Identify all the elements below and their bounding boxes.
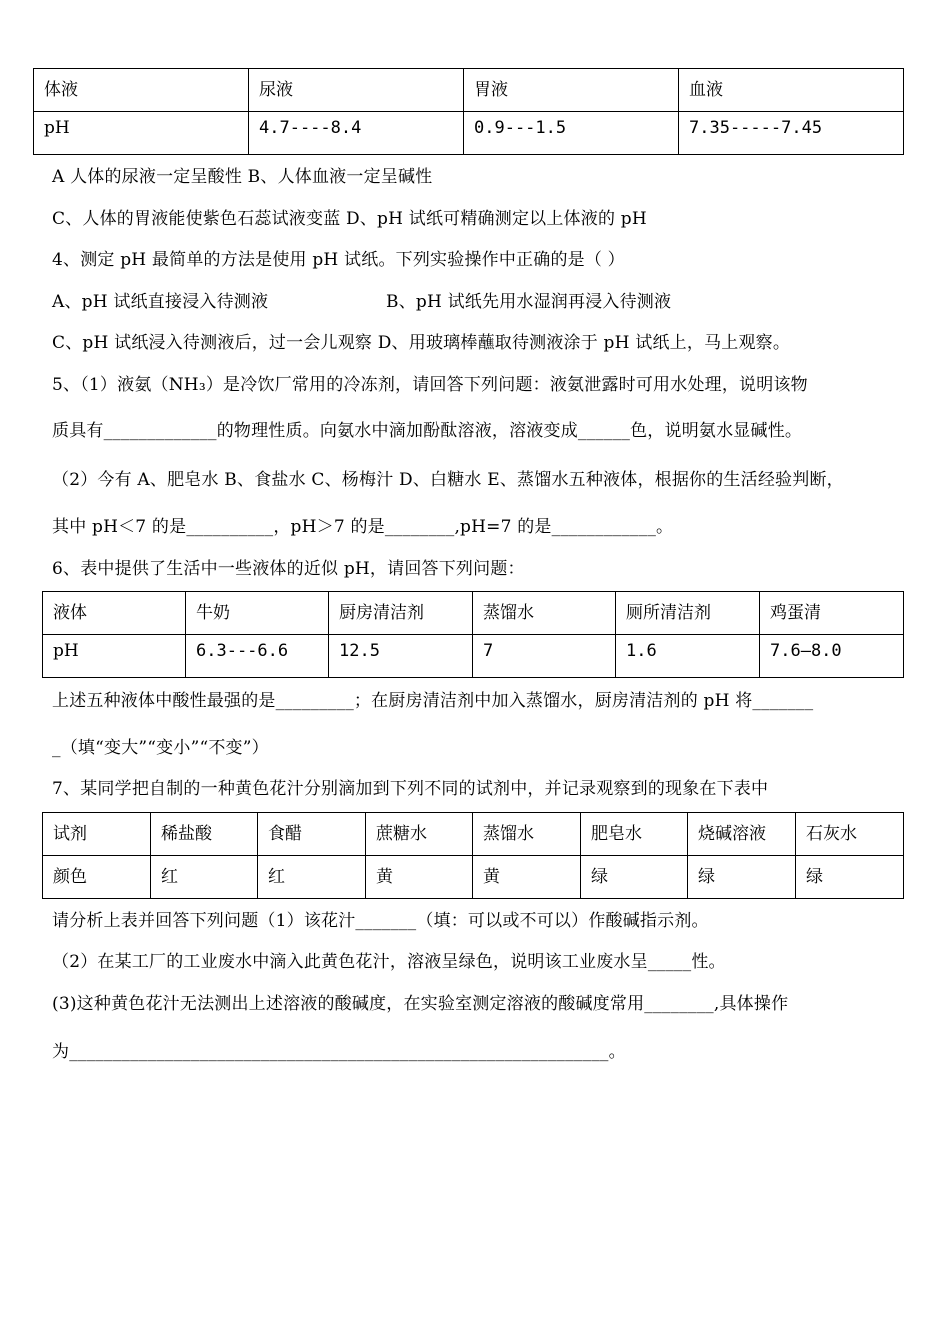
table-cell: 食醋: [258, 813, 366, 856]
table-row: [43, 856, 904, 899]
table-cell: 颜色: [43, 856, 151, 899]
table-cell: 鸡蛋清: [760, 592, 904, 635]
question-5-part2-line2: 其中 pH＜7 的是__________，pH＞7 的是________,pH=7 的是____________。: [52, 517, 674, 537]
question-6-stem: 6、表中提供了生活中一些液体的近似 pH，请回答下列问题：: [52, 559, 525, 579]
table-cell: 血液: [679, 69, 904, 112]
table-cell: 肥皂水: [581, 813, 688, 856]
table-cell: 尿液: [249, 69, 464, 112]
table-cell: 石灰水: [796, 813, 904, 856]
table-cell: 红: [258, 856, 366, 899]
table-cell: 7.35-----7.45: [679, 112, 904, 155]
table-cell: 厕所清洁剂: [616, 592, 760, 635]
table-row: [34, 69, 904, 112]
question-6-line1: 上述五种液体中酸性最强的是_________；在厨房清洁剂中加入蒸馏水，厨房清洁剂的 pH 将_______: [52, 691, 814, 711]
table-row: [43, 813, 904, 856]
table-cell: 12.5: [329, 635, 473, 678]
table-cell: 4.7----8.4: [249, 112, 464, 155]
question-7-part2: （2）在某工厂的工业废水中滴入此黄色花汁，溶液呈绿色，说明该工业废水呈_____性。: [52, 952, 726, 972]
indicator-color-table: [42, 812, 904, 899]
question-4-option-a: A、pH 试纸直接浸入待测液: [52, 292, 269, 312]
question-4-option-b: B、pH 试纸先用水湿润再浸入待测液: [386, 292, 672, 312]
question-7-part1: 请分析上表并回答下列问题（1）该花汁_______（填：可以或不可以）作酸碱指示剂。: [52, 911, 709, 931]
table-cell: 7.6—8.0: [760, 635, 904, 678]
table-cell: 胃液: [464, 69, 679, 112]
table-cell: 牛奶: [186, 592, 329, 635]
body-fluid-ph-table: [33, 68, 904, 155]
table-row: [43, 592, 904, 635]
table-cell: 红: [151, 856, 258, 899]
table-cell: 体液: [34, 69, 249, 112]
question-7-part3-line2: 为______________________________________________________________。: [52, 1042, 626, 1062]
liquid-ph-table: [42, 591, 904, 678]
table-row: [34, 112, 904, 155]
table-cell: 0.9---1.5: [464, 112, 679, 155]
table-cell: 绿: [581, 856, 688, 899]
table-cell: 液体: [43, 592, 186, 635]
table-row: [43, 635, 904, 678]
question-5-part2-line1: （2）今有 A、肥皂水 B、食盐水 C、杨梅汁 D、白糖水 E、蒸馏水五种液体，根据你的生活经验判断，: [52, 470, 844, 490]
table-cell: pH: [43, 635, 186, 678]
question-6-line2: _（填“变大”“变小”“不变”）: [52, 738, 269, 758]
question-5-part1-line2: 质具有_____________的物理性质。向氨水中滴加酚酞溶液，溶液变成______色，说明氨水显碱性。: [52, 421, 803, 441]
table-cell: 蒸馏水: [473, 813, 581, 856]
question-5-part1-line1: 5、（1）液氨（NH₃）是冷饮厂常用的冷冻剂，请回答下列问题：液氨泄露时可用水处理，说明该物: [52, 375, 808, 395]
table-cell: 烧碱溶液: [688, 813, 796, 856]
question-7-stem: 7、某同学把自制的一种黄色花汁分别滴加到下列不同的试剂中，并记录观察到的现象在下表中: [52, 779, 769, 799]
question-3-options-cd: C、人体的胃液能使紫色石蕊试液变蓝 D、pH 试纸可精确测定以上体液的 pH: [52, 209, 647, 229]
table-cell: 绿: [688, 856, 796, 899]
table-cell: 绿: [796, 856, 904, 899]
table-cell: 7: [473, 635, 616, 678]
question-4-stem: 4、测定 pH 最简单的方法是使用 pH 试纸。下列实验操作中正确的是（ ）: [52, 250, 625, 270]
table-cell: 黄: [366, 856, 473, 899]
table-cell: 试剂: [43, 813, 151, 856]
table-cell: 黄: [473, 856, 581, 899]
question-3-options-ab: A 人体的尿液一定呈酸性 B、人体血液一定呈碱性: [52, 167, 433, 187]
question-7-part3-line1: (3)这种黄色花汁无法测出上述溶液的酸碱度，在实验室测定溶液的酸碱度常用________,具体操作: [52, 994, 789, 1014]
table-cell: 厨房清洁剂: [329, 592, 473, 635]
table-cell: pH: [34, 112, 249, 155]
table-cell: 蒸馏水: [473, 592, 616, 635]
question-4-options-cd: C、pH 试纸浸入待测液后，过一会儿观察 D、用玻璃棒蘸取待测液涂于 pH 试纸上，马上观察。: [52, 333, 791, 353]
table-cell: 1.6: [616, 635, 760, 678]
table-cell: 6.3---6.6: [186, 635, 329, 678]
table-cell: 蔗糖水: [366, 813, 473, 856]
table-cell: 稀盐酸: [151, 813, 258, 856]
